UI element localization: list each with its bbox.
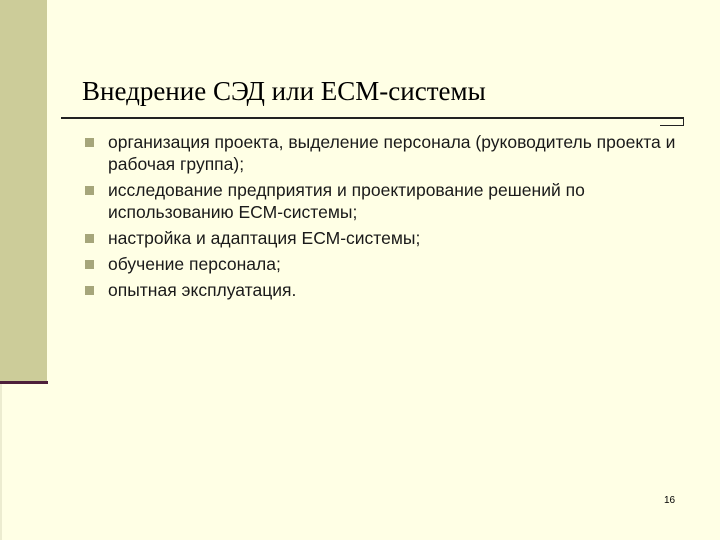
bullet-item: [84, 279, 684, 301]
bullet-item: [84, 253, 684, 275]
square-bullet-icon: [85, 138, 94, 147]
title-divider-end-box: [660, 117, 684, 126]
bullet-item: [84, 179, 684, 223]
side-bar-underline: [0, 381, 48, 384]
bullet-text: настройка и адаптация ЕСМ-системы;: [108, 228, 421, 248]
bullet-text: исследование предприятия и проектирование решений по использованию ЕСМ-системы;: [108, 180, 585, 222]
bullet-text: организация проекта, выделение персонала (руководитель проекта и рабочая группа);: [108, 132, 676, 174]
bullet-text: обучение персонала;: [108, 254, 281, 274]
bullet-item: [84, 227, 684, 249]
decorative-side-bar: [0, 0, 47, 382]
square-bullet-icon: [85, 234, 94, 243]
bullet-text: опытная эксплуатация.: [108, 280, 297, 300]
square-bullet-icon: [85, 260, 94, 269]
page-number: 16: [664, 495, 676, 506]
slide-title: Внедрение СЭД или ЕСМ-системы: [82, 76, 486, 106]
title-divider: [61, 117, 682, 119]
bullet-list: [84, 131, 684, 305]
square-bullet-icon: [85, 286, 94, 295]
bullet-item: [84, 131, 684, 175]
square-bullet-icon: [85, 186, 94, 195]
